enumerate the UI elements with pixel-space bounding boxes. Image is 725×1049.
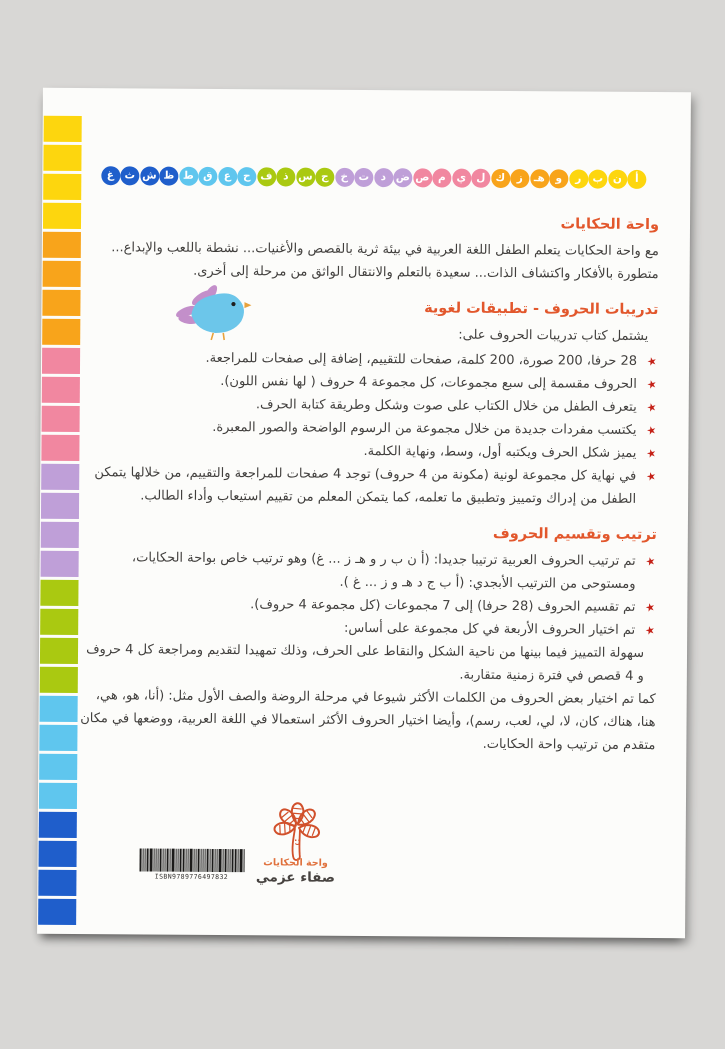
barcode-bar (175, 849, 176, 872)
star-bullet-icon: ★ (645, 354, 659, 369)
alphabet-letter-circle: ش (140, 166, 159, 185)
spine-color-block (40, 609, 78, 635)
bullet-text: تم تقسيم الحروف (28 حرفا) إلى 7 مجموعات (كل مجموعة 4 حروف). (250, 597, 636, 615)
bullet-text: في نهاية كل مجموعة لونية (مكونة من 4 حروف) توجد 4 صفحات للمراجعة والتقييم، من خلالها يتمكن الطفل من إدراك وتمييز وتطبيق ما تعلمه، كما يتمكن المعلم من تقييم استيعاب وأداء الطالب. (94, 465, 637, 507)
alphabet-letter-circle: ذ (276, 167, 295, 186)
star-bullet-icon: ★ (644, 469, 658, 484)
order-paragraph: كما تم اختيار بعض الحروف من الكلمات الأكثر شيوعا في مرحلة الروضة والصف الأول مثل: (أنا، هو، هي، هنا، هناك، كان، لا، لي، لعب، رسم)، وأيضا اختيار الحروف الأكثر استعمالا في اللغة العربية، ووضعها في مكان متقدم من ترتيب واحة الحكايات. (80, 688, 656, 754)
spine-color-block (43, 261, 81, 287)
barcode-bar (142, 848, 143, 871)
barcode-bar (197, 849, 199, 872)
barcode-bar (200, 849, 201, 872)
barcode-bar (169, 849, 170, 872)
barcode-bar (139, 848, 141, 871)
alphabet-letter-circle: ص (413, 168, 432, 187)
alphabet-letter-circle: هـ (530, 169, 549, 188)
alphabet-row (100, 166, 646, 189)
alphabet-letter-circle: ث (120, 166, 139, 185)
alphabet-letter-circle: ك (491, 169, 510, 188)
spine-color-block (44, 116, 82, 142)
bullet-text: يتعرف الطفل من خلال الكتاب على صوت وشكل وطريقة كتابة الحرف. (255, 397, 637, 415)
barcode-bar (171, 849, 174, 872)
book-back-cover (37, 88, 691, 939)
order-paragraph: سهولة التمييز فيما بينها من ناحية الشكل والنقاط على الحرف، وذلك تمهيدا لتقديم ومراجعة كل 4 حروف و 4 قصص في فترة زمنية متقاربة. (86, 642, 645, 684)
barcode-bar (204, 849, 205, 872)
intro-paragraph: مع واحة الحكايات يتعلم الطفل اللغة العربية في بيئة ثرية بالقصص والأغنيات... نشطة باللعب والإبداع... متطورة بالأفكار واكتشاف الذات... سعيدة بالتعلم والانتقال الواثق من مرحلة إلى أخرى. (111, 240, 659, 283)
spine-color-block (41, 551, 79, 577)
spine-color-block (43, 203, 81, 229)
barcode-bar (159, 849, 161, 872)
spine-color-block (41, 522, 79, 548)
spine-color-block (41, 435, 79, 461)
spine-color-block (43, 174, 81, 200)
spine-color-block (43, 145, 81, 171)
barcode-bar (164, 849, 165, 872)
trainings-lead: يشتمل كتاب تدريبات الحروف على: (458, 327, 649, 344)
spine-color-block (42, 406, 80, 432)
cover-text-column (75, 210, 659, 757)
alphabet-letter-circle: ت (354, 168, 373, 187)
spine-color-block (42, 348, 80, 374)
spine-color-block (39, 841, 77, 867)
barcode-bar (216, 849, 217, 872)
spine-color-block (40, 638, 78, 664)
star-bullet-icon: ★ (643, 623, 657, 638)
spine-color-block (40, 580, 78, 606)
spine-color-block (43, 232, 81, 258)
isbn-text: ISBN9789776497832 (154, 872, 229, 882)
spine-color-block (42, 319, 80, 345)
barcode-bars (125, 848, 257, 872)
alphabet-letter-circle: ز (510, 169, 529, 188)
spine-color-block (39, 783, 77, 809)
bird-icon (169, 281, 261, 344)
trainings-bullets (77, 346, 658, 511)
alphabet-letter-circle: ق (198, 167, 217, 186)
barcode-bar (229, 849, 230, 872)
barcode-bar (153, 849, 154, 872)
bullet-text: تم اختيار الحروف الأربعة في كل مجموعة على أساس: (344, 620, 636, 638)
barcode-bar (206, 849, 208, 872)
section-heading-order: ترتيب وتقسيم الحروف (492, 525, 657, 544)
alphabet-letter-circle: ف (257, 167, 276, 186)
barcode-bar (234, 849, 236, 872)
alphabet-letter-circle: ن (608, 170, 627, 189)
bullet-item (76, 546, 656, 596)
bullet-item (77, 461, 657, 511)
alphabet-letter-circle: ج (315, 168, 334, 187)
alphabet-letter-circle: ل (471, 169, 490, 188)
order-paragraphs (75, 638, 656, 757)
star-bullet-icon: ★ (645, 446, 658, 461)
section-heading-oasis: واحة الحكايات (560, 216, 660, 234)
barcode-bar (189, 849, 192, 872)
publisher-name: واحة الحكايات (263, 857, 328, 869)
bullet-text: تم ترتيب الحروف العربية ترتيبا جديدا: (أ ن ب ر و هـ ز ... غ) وهو ترتيب خاص بواحة الحكايات، ومستوحى من الترتيب الأبجدي: (أ ب ج د هـ و ز ... غ ). (131, 550, 636, 592)
bullet-text: يميز شكل الحرف ويكتبه أول، وسط، ونهاية الكلمة. (363, 443, 637, 461)
section-heading-trainings: تدريبات الحروف - تطبيقات لغوية (424, 300, 659, 319)
bullet-text: يكتسب مفردات جديدة من خلال مجموعة من الرسوم الواضحة والصور المعبرة. (212, 419, 637, 438)
alphabet-letter-circle: ب (588, 170, 607, 189)
barcode-bar (224, 849, 226, 872)
star-bullet-icon: ★ (644, 554, 658, 569)
spine-color-block (41, 464, 79, 490)
barcode-bar (211, 849, 213, 872)
barcode-bar (166, 849, 168, 872)
barcode (125, 848, 257, 881)
barcode-bar (231, 849, 233, 872)
bullet-text: الحروف مقسمة إلى سبع مجموعات، كل مجموعة 4 حروف ( لها نفس اللون). (220, 373, 637, 392)
barcode-bar (187, 849, 188, 872)
barcode-bar (155, 849, 156, 872)
bullet-text: 28 حرفا، 200 صورة، 200 كلمة، صفحات للتقييم، إضافة إلى صفحات للمراجعة. (205, 350, 638, 369)
barcode-bar (214, 849, 215, 872)
alphabet-letter-circle: ض (393, 168, 412, 187)
barcode-bar (209, 849, 210, 872)
spine-color-block (40, 696, 78, 722)
barcode-bar (202, 849, 203, 872)
alphabet-letter-circle: ح (237, 167, 256, 186)
author-name: صفاء عزمي (255, 869, 336, 886)
bullet-item (76, 615, 656, 642)
alphabet-letter-circle: ط (179, 167, 198, 186)
barcode-bar (157, 849, 158, 872)
spine-color-block (39, 754, 77, 780)
alphabet-letter-circle: د (374, 168, 393, 187)
alphabet-letter-circle: أ (627, 170, 646, 189)
alphabet-letter-circle: ر (569, 169, 588, 188)
spine-strip (38, 116, 82, 928)
barcode-bar (185, 849, 186, 872)
bird-illustration (169, 281, 261, 344)
alphabet-letter-circle: غ (101, 166, 120, 185)
alphabet-letter-circle: خ (335, 168, 354, 187)
alphabet-letter-circle: س (296, 168, 315, 187)
publisher-logo-block (247, 797, 344, 887)
palm-tree-logo-icon (258, 797, 334, 862)
barcode-bar (162, 849, 163, 872)
alphabet-letter-circle: ظ (159, 167, 178, 186)
spine-color-block (39, 812, 77, 838)
star-bullet-icon: ★ (645, 400, 659, 415)
alphabet-letter-circle: ع (218, 167, 237, 186)
barcode-bar (227, 849, 228, 872)
star-bullet-icon: ★ (644, 600, 657, 615)
alphabet-letter-circle: و (549, 169, 568, 188)
alphabet-letter-circle: م (432, 168, 451, 187)
barcode-bar (237, 849, 238, 872)
spine-color-block (41, 493, 79, 519)
spine-color-block (39, 725, 77, 751)
barcode-bar (243, 849, 244, 872)
barcode-bar (179, 849, 181, 872)
barcode-bar (149, 849, 152, 872)
spine-color-block (40, 667, 78, 693)
barcode-bar (218, 849, 221, 872)
star-bullet-icon: ★ (645, 423, 658, 438)
barcode-bar (177, 849, 178, 872)
barcode-bar (144, 848, 145, 871)
barcode-bar (239, 849, 242, 872)
alphabet-letter-circle: ي (452, 169, 471, 188)
barcode-bar (193, 849, 194, 872)
star-bullet-icon: ★ (645, 377, 659, 392)
barcode-bar (146, 848, 148, 871)
spine-color-block (42, 377, 80, 403)
barcode-bar (195, 849, 196, 872)
order-bullets (76, 546, 657, 642)
spine-color-block (38, 899, 76, 925)
spine-color-block (42, 290, 80, 316)
barcode-bar (182, 849, 184, 872)
spine-color-block (38, 870, 76, 896)
barcode-bar (222, 849, 223, 872)
